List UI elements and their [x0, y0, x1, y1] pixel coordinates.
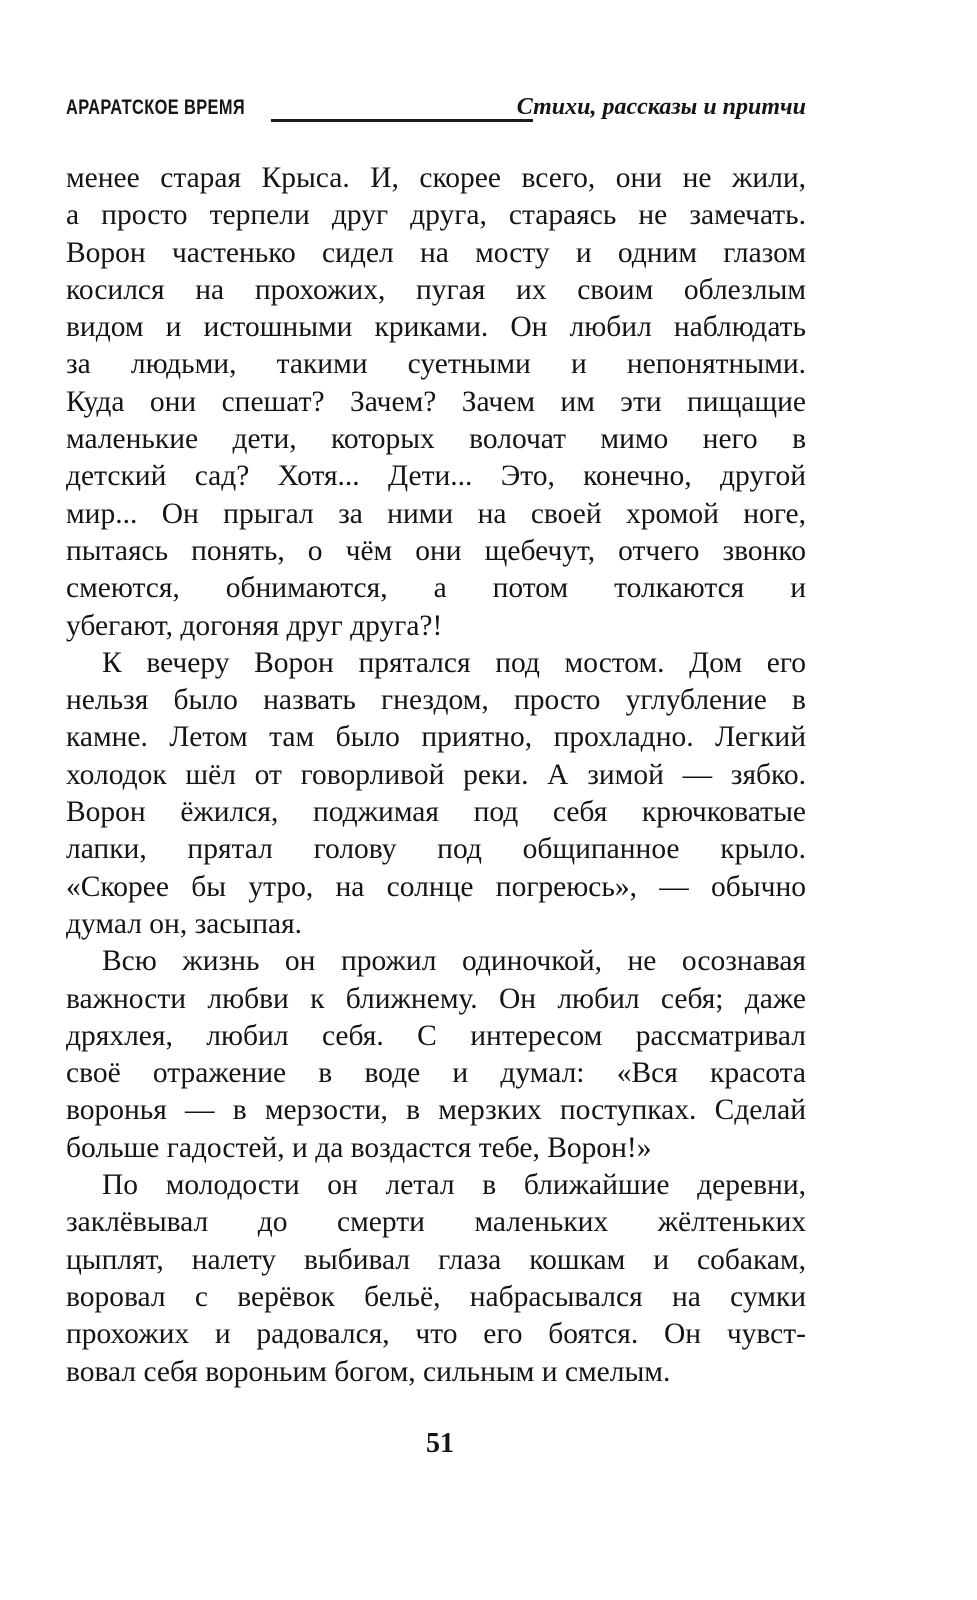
text-line: Куда они спешат? Зачем? Зачем им эти пищащие — [66, 385, 806, 418]
text-line: «Скорее бы утро, на солнце погреюсь», — обычно — [66, 870, 806, 903]
text-line: нельзя было назвать гнездом, просто углубление в — [66, 684, 806, 717]
text-line: воровал с верёвок бельё, набрасывался на сумки — [66, 1280, 806, 1313]
text-line: убегают, догоняя друг друга?! — [66, 609, 443, 642]
text-line: дряхлея, любил себя. С интересом рассматривал — [66, 1019, 806, 1052]
text-line: пытаясь понять, о чём они щебечут, отчего звонко — [66, 534, 806, 567]
text-line: менее старая Крыса. И, скорее всего, они не жили, — [66, 162, 806, 194]
header-rule — [271, 119, 533, 122]
text-line: детский сад? Хотя... Дети... Это, конечно, другой — [66, 460, 806, 493]
text-line: прохожих и радовался, что его боятся. Он чувст- — [66, 1318, 806, 1351]
text-line: своё отражение в воде и думал: «Вся красота — [66, 1057, 806, 1090]
text-line: Ворон частенько сидел на мосту и одним глазом — [66, 236, 806, 269]
text-line: камне. Летом там было приятно, прохладно. Легкий — [66, 721, 806, 754]
running-header — [66, 92, 806, 132]
text-line: цыплят, налету выбивал глаза кошкам и собакам, — [66, 1243, 806, 1276]
text-line: важности любви к ближнему. Он любил себя; даже — [66, 982, 806, 1015]
text-line: косился на прохожих, пугая их своим облезлым — [66, 273, 806, 306]
body-text — [66, 160, 806, 1391]
text-line: заклёвывал до смерти маленьких жёлтеньких — [66, 1206, 806, 1239]
text-line: К вечеру Ворон прятался под мостом. Дом его — [102, 646, 806, 679]
text-line: видом и истошными криками. Он любил наблюдать — [66, 311, 806, 344]
text-line: больше гадостей, и да воздастся тебе, Ворон!» — [66, 1131, 652, 1164]
text-line: мир... Он прыгал за ними на своей хромой ноге, — [66, 497, 806, 530]
text-line: Всю жизнь он прожил одиночкой, не осознавая — [102, 945, 806, 978]
text-line: холодок шёл от говорливой реки. А зимой — зябко. — [66, 758, 806, 791]
page-number: 51 — [426, 1428, 454, 1459]
text-line: лапки, прятал голову под общипанное крыло. — [66, 833, 806, 866]
text-line: смеются, обнимаются, а потом толкаются и — [66, 572, 806, 605]
text-line: а просто терпели друг друга, стараясь не замечать. — [66, 199, 806, 232]
text-line: воронья — в мерзости, в мерзких поступках. Сделай — [66, 1094, 806, 1127]
text-line: за людьми, такими суетными и непонятными. — [66, 348, 806, 381]
text-line: Ворон ёжился, поджимая под себя крючковатые — [66, 796, 806, 829]
book-title: АРАРАТСКОЕ ВРЕМЯ — [66, 96, 246, 119]
section-title: Стихи, рассказы и притчи — [516, 94, 806, 120]
text-line: вовал себя вороньим богом, сильным и смелым. — [66, 1355, 671, 1388]
text-line: маленькие дети, которых волочат мимо него в — [66, 423, 806, 456]
text-line: По молодости он летал в ближайшие деревни, — [102, 1169, 806, 1202]
text-line: думал он, засыпая. — [66, 907, 303, 940]
